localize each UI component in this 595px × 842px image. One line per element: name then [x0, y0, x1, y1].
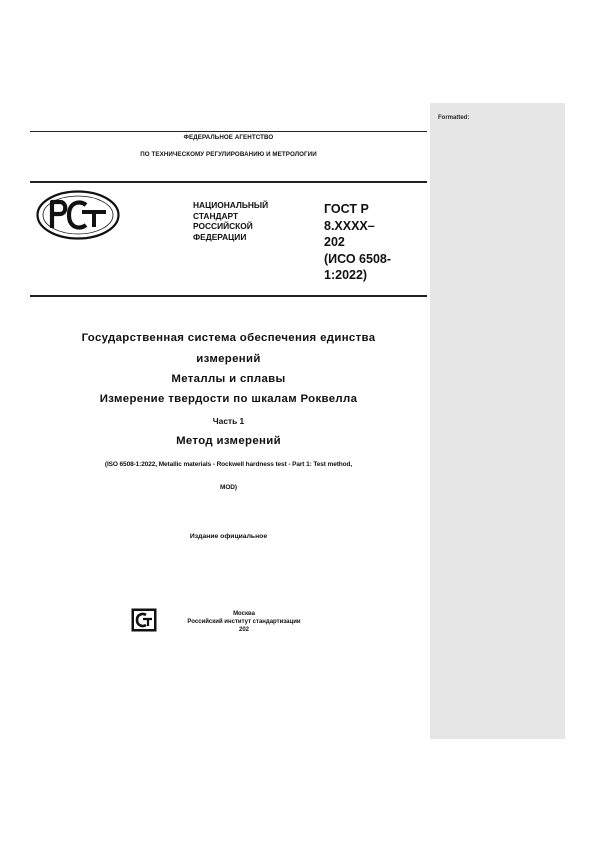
- national-line: СТАНДАРТ: [193, 210, 239, 221]
- gost-designation: [324, 201, 391, 284]
- gost-line: 8.XXXX–: [324, 218, 375, 233]
- gost-line: ГОСТ Р: [324, 202, 369, 216]
- title-line-2: измерений: [196, 353, 261, 365]
- part-label: Часть 1: [212, 416, 245, 426]
- national-line: НАЦИОНАЛЬНЫЙ: [193, 200, 269, 210]
- title-rule: [30, 295, 427, 297]
- publication-year: 202: [238, 627, 249, 633]
- title-line-3: Металлы и сплавы: [171, 373, 286, 385]
- national-standard-label: [193, 200, 268, 242]
- agency-line-1: ФЕДЕРАЛЬНОЕ АГЕНТСТВО: [183, 134, 274, 141]
- national-line: РОССИЙСКОЙ: [193, 221, 253, 231]
- title-line-4: Измерение твердости по шкалам Роквелла: [99, 393, 358, 405]
- comment-pane: [430, 103, 565, 739]
- gost-pct-logo-icon: [36, 190, 120, 245]
- iso-reference-line-2: MOD): [220, 484, 237, 491]
- national-line: ФЕДЕРАЦИИ: [193, 231, 247, 242]
- publisher-name: Российский институт стандартизации: [187, 619, 301, 625]
- agency-line-2: ПО ТЕХНИЧЕСКОМУ РЕГУЛИРОВАНИЮ И МЕТРОЛОГИИ: [140, 151, 317, 158]
- comment-title: Formatted:: [438, 115, 470, 121]
- top-rule: [30, 131, 427, 132]
- gost-line: (ИСО 6508-: [324, 251, 392, 266]
- title-line-1: Государственная система обеспечения единства: [81, 332, 376, 344]
- iso-reference-line-1: (ISO 6508-1:2022, Metallic materials - Rockwell hardness test - Part 1: Test method,: [104, 461, 353, 468]
- subtitle: Метод измерений: [176, 435, 281, 447]
- publisher-city: Москва: [233, 611, 255, 617]
- gost-line: 1:2022): [324, 268, 368, 283]
- header-rule: [30, 181, 427, 183]
- publisher-block: [160, 610, 328, 634]
- gost-line: 202: [324, 235, 345, 250]
- edition-label: Издание официальное: [189, 533, 268, 540]
- standartinform-logo-icon: [131, 608, 157, 637]
